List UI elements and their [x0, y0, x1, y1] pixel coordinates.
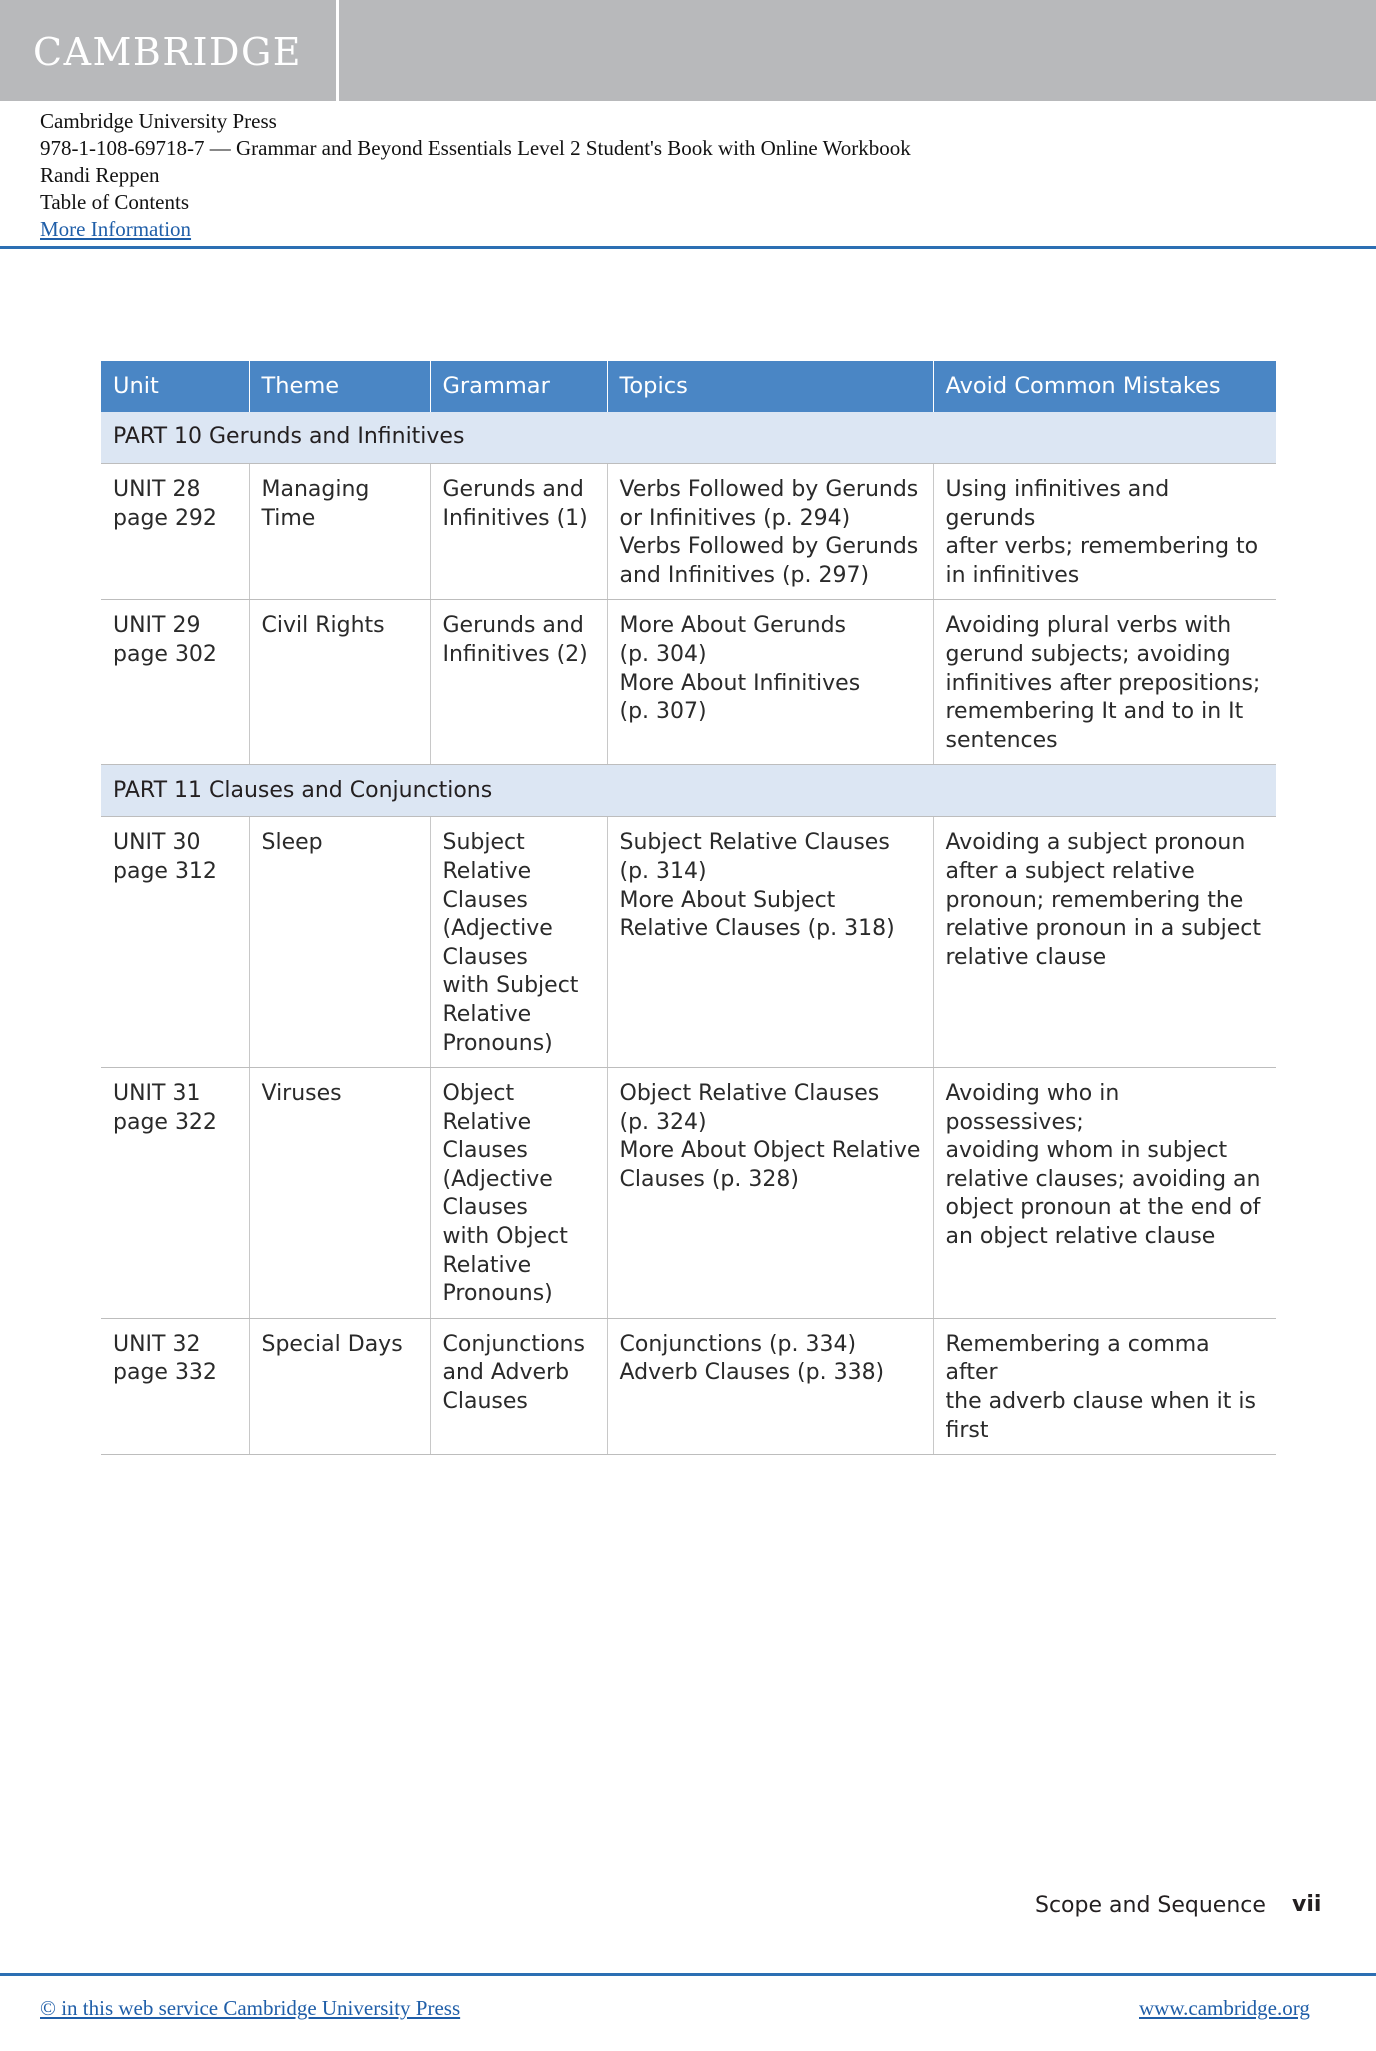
grammar-cell	[430, 600, 607, 765]
cell-line: (Adjective	[442, 1166, 553, 1192]
mistakes-cell	[933, 464, 1276, 600]
cell-line: Subject	[442, 830, 525, 856]
topics-cell	[607, 817, 933, 1068]
cell-line: an object relative clause	[945, 1224, 1216, 1250]
publisher: Cambridge University Press	[40, 109, 277, 133]
part-row	[101, 765, 1276, 817]
cell-line: infinitives after prepositions;	[945, 670, 1261, 696]
cell-line: Gerunds and	[442, 477, 584, 502]
logo-box	[0, 0, 339, 101]
cell-line: page 312	[113, 858, 217, 884]
cell-line: Time	[261, 505, 316, 531]
unit-cell	[101, 600, 249, 765]
grammar-cell	[430, 817, 607, 1068]
theme-cell	[249, 464, 430, 600]
cell-line: Managing	[261, 477, 370, 502]
unit-cell	[101, 1318, 249, 1454]
cell-line: the adverb clause when it is	[945, 1389, 1256, 1415]
more-information-link[interactable]: More Information	[40, 217, 192, 241]
part-title: PART 11 Clauses and Conjunctions	[101, 765, 1276, 817]
cell-line: Avoiding who in possessives;	[945, 1081, 1120, 1135]
cell-line: More About Infinitives	[619, 670, 861, 696]
cell-line: Civil Rights	[261, 613, 385, 639]
column-header-theme: Theme	[249, 361, 430, 412]
cell-line: and Adverb	[442, 1360, 570, 1386]
cell-line: UNIT 28	[113, 477, 201, 502]
isbn-title: 978-1-108-69718-7 — Grammar and Beyond Essentials Level 2 Student's Book with Online Workbook	[40, 136, 911, 160]
cell-line: page 322	[113, 1109, 217, 1135]
cell-line: Clauses	[442, 1389, 528, 1415]
cell-line: and Infinitives (p. 297)	[619, 562, 870, 588]
cell-line: Clauses	[442, 1195, 528, 1221]
grammar-cell	[430, 464, 607, 600]
table-body	[101, 412, 1276, 1455]
cell-line: (p. 324)	[619, 1109, 707, 1135]
mistakes-cell	[933, 1068, 1276, 1319]
cell-line: Avoiding plural verbs with	[945, 613, 1232, 639]
theme-cell	[249, 1318, 430, 1454]
unit-cell	[101, 817, 249, 1068]
table-row	[101, 1068, 1276, 1319]
cell-line: (p. 307)	[619, 699, 707, 725]
table-header-row	[101, 361, 1276, 412]
cell-line: Viruses	[261, 1081, 342, 1107]
cell-line: relative clause	[945, 944, 1107, 970]
footer-divider	[0, 1973, 1376, 1976]
grammar-cell	[430, 1318, 607, 1454]
cell-line: UNIT 32	[113, 1331, 201, 1357]
cell-line: Verbs Followed by Gerunds	[619, 534, 919, 560]
cell-line: Relative Clauses (p. 318)	[619, 916, 895, 942]
cell-line: Avoiding a subject pronoun	[945, 830, 1246, 856]
cell-line: Clauses	[442, 1138, 528, 1164]
part-title: PART 10 Gerunds and Infinitives	[101, 412, 1276, 464]
cell-line: page 292	[113, 505, 217, 531]
grammar-cell	[430, 1068, 607, 1319]
cell-line: UNIT 29	[113, 613, 201, 639]
theme-cell	[249, 817, 430, 1068]
book-metadata	[40, 108, 911, 243]
topics-cell	[607, 600, 933, 765]
theme-cell	[249, 600, 430, 765]
column-header-topics: Topics	[607, 361, 933, 412]
cell-line: gerund subjects; avoiding	[945, 641, 1231, 667]
cell-line: avoiding whom in subject	[945, 1138, 1228, 1164]
cell-line: relative clauses; avoiding an	[945, 1166, 1261, 1192]
cell-line: remembering It and to in It	[945, 699, 1244, 725]
part-row	[101, 412, 1276, 464]
mistakes-cell	[933, 1318, 1276, 1454]
header-divider	[0, 246, 1376, 249]
cell-line: Conjunctions	[442, 1331, 585, 1357]
cell-line: Special Days	[261, 1331, 403, 1357]
unit-cell	[101, 464, 249, 600]
column-header-mistakes: Avoid Common Mistakes	[933, 361, 1276, 412]
column-header-grammar: Grammar	[430, 361, 607, 412]
cell-line: Relative	[442, 858, 532, 884]
website-link[interactable]: www.cambridge.org	[1139, 1996, 1310, 2020]
section-label: Table of Contents	[40, 190, 189, 214]
table-row	[101, 1318, 1276, 1454]
cell-line: (p. 314)	[619, 858, 707, 884]
copyright-link[interactable]: © in this web service Cambridge University Press	[40, 1996, 461, 2020]
cell-line: Remembering a comma after	[945, 1331, 1210, 1386]
topics-cell	[607, 464, 933, 600]
cell-line: page 332	[113, 1360, 217, 1386]
cell-line: Clauses	[442, 944, 528, 970]
topics-cell	[607, 1068, 933, 1319]
cell-line: Pronouns)	[442, 1030, 553, 1056]
cell-line: after a subject relative	[945, 858, 1195, 884]
cell-line: Relative	[442, 1001, 532, 1027]
theme-cell	[249, 1068, 430, 1319]
cell-line: object pronoun at the end of	[945, 1195, 1261, 1221]
cell-line: with Object	[442, 1224, 568, 1250]
cell-line: (p. 304)	[619, 641, 707, 667]
cell-line: More About Subject	[619, 887, 836, 913]
cell-line: Verbs Followed by Gerunds	[619, 477, 919, 502]
cell-line: page 302	[113, 641, 217, 667]
cell-line: Relative	[442, 1252, 532, 1278]
cell-line: Relative	[442, 1109, 532, 1135]
table-row	[101, 817, 1276, 1068]
cambridge-logo: CAMBRIDGE	[33, 30, 303, 74]
cell-line: sentences	[945, 727, 1058, 753]
unit-cell	[101, 1068, 249, 1319]
cell-line: More About Object Relative	[619, 1138, 921, 1164]
cell-line: (Adjective	[442, 916, 553, 942]
author: Randi Reppen	[40, 163, 160, 187]
cell-line: Object Relative Clauses	[619, 1081, 880, 1107]
cell-line: Gerunds and	[442, 613, 584, 639]
table-row	[101, 464, 1276, 600]
cell-line: Object	[442, 1081, 515, 1107]
table-row	[101, 600, 1276, 765]
cell-line: Clauses (p. 328)	[619, 1166, 799, 1192]
cell-line: first	[945, 1417, 989, 1443]
cell-line: Infinitives (1)	[442, 505, 588, 531]
column-header-unit: Unit	[101, 361, 249, 412]
cell-line: Adverb Clauses (p. 338)	[619, 1360, 885, 1386]
cell-line: More About Gerunds	[619, 613, 847, 639]
topics-cell	[607, 1318, 933, 1454]
footer-section-title: Scope and Sequence	[1035, 1893, 1266, 1918]
cell-line: Subject Relative Clauses	[619, 830, 890, 856]
cell-line: Pronouns)	[442, 1281, 553, 1307]
cell-line: relative pronoun in a subject	[945, 916, 1262, 942]
cell-line: Sleep	[261, 830, 323, 856]
cell-line: UNIT 30	[113, 830, 201, 856]
cell-line: Infinitives (2)	[442, 641, 588, 667]
cell-line: or Infinitives (p. 294)	[619, 505, 851, 531]
cell-line: pronoun; remembering the	[945, 887, 1244, 913]
top-banner	[0, 0, 1376, 101]
cell-line: UNIT 31	[113, 1081, 201, 1107]
cell-line: Conjunctions (p. 334)	[619, 1331, 857, 1357]
cell-line: in infinitives	[945, 562, 1080, 588]
cell-line: with Subject	[442, 973, 579, 999]
cell-line: after verbs; remembering to	[945, 534, 1259, 560]
mistakes-cell	[933, 600, 1276, 765]
mistakes-cell	[933, 817, 1276, 1068]
cell-line: Using infinitives and gerunds	[945, 477, 1170, 531]
scope-sequence-table	[101, 361, 1276, 1455]
cell-line: Clauses	[442, 887, 528, 913]
page-number: vii	[1292, 1892, 1322, 1917]
